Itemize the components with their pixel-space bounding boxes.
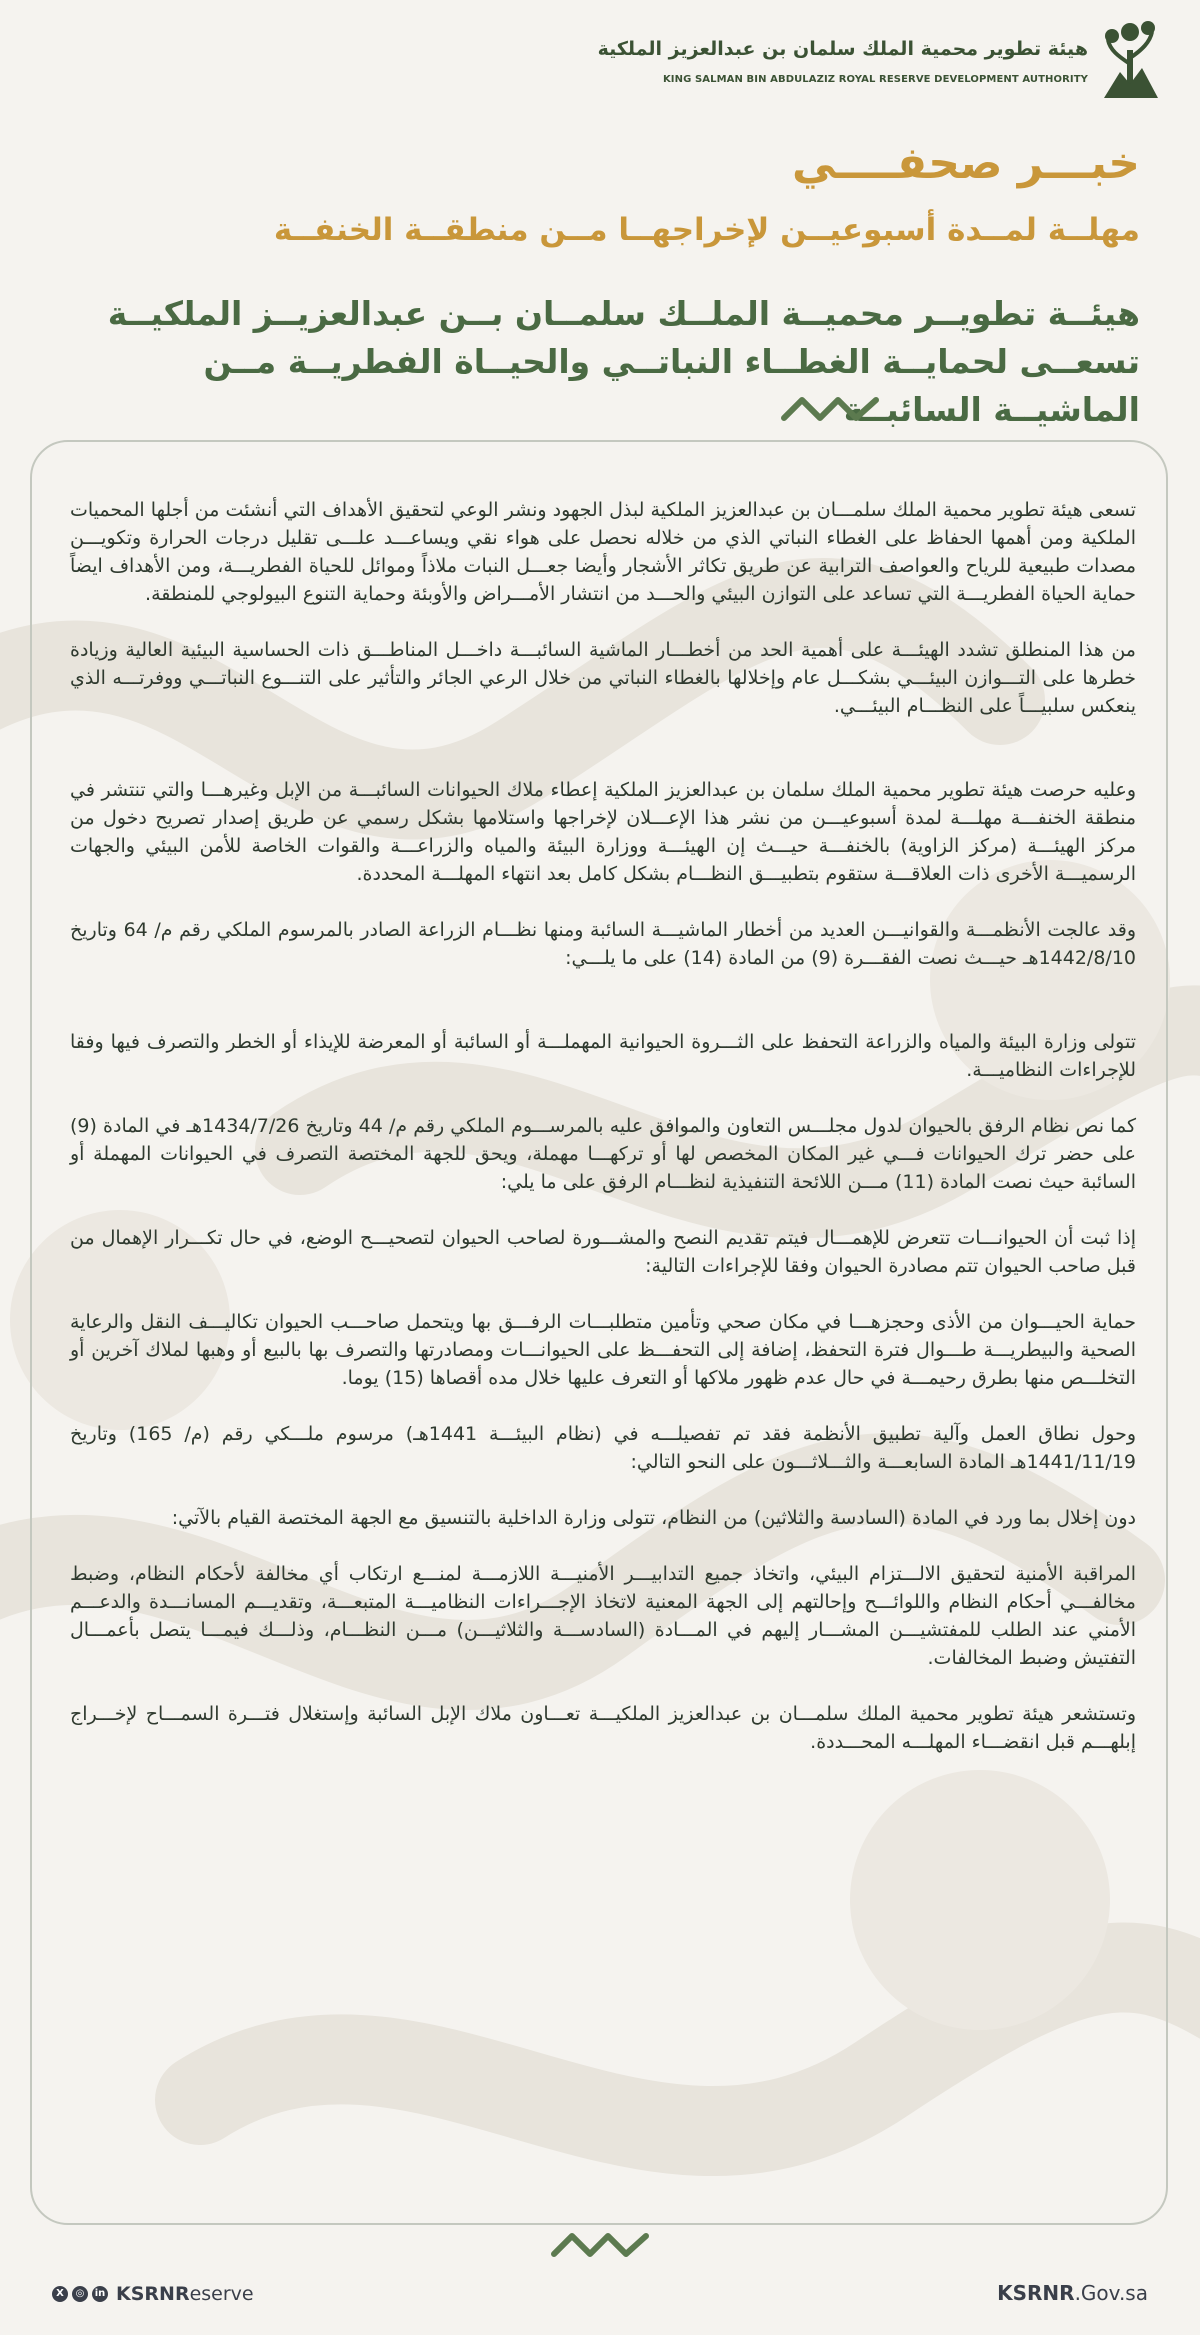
handle-bold: KSRNR — [116, 2283, 190, 2305]
linkedin-icon[interactable]: in — [92, 2286, 108, 2302]
decorative-squiggle — [780, 392, 880, 426]
paragraph-animal-welfare-law: كما نص نظام الرفق بالحيوان لدول مجلـــس التعاون والموافق عليه بالمرســـوم الملكي رقم م/ 44 وتاريخ 1434/7/26هـ في المادة (9) على حضر ترك الحيوانات فـــي غير المكان المخصص لها أو تركهـــا مهملة، ويحق للجهة المختصة التصرف في الحيوانات المهملة أو السائبة حيث نصت المادة (11) مـــن اللائحة التنفيذية لنظـــام الرفق على ما يلي: — [70, 1115, 1137, 1193]
authority-name-english: KING SALMAN BIN ABDULAZIZ ROYAL RESERVE DEVELOPMENT AUTHORITY — [662, 74, 1088, 85]
paragraph-risks: من هذا المنطلق تشدد الهيئـــة على أهمية الحد من أخطـــار الماشية السائبـــة داخـــل المناطـــق ذات الحساسية البيئية العالية وزيادة خطرها على التـــوازن البيئـــي بشكـــل عام وإخلالها بالغطاء النباتي من خلال الرعي الجائر والتأثير على التنـــوع النباتـــي ووفرتـــه الذي ينعكس سلبيـــاً على النظـــام البيئـــي. — [70, 639, 1136, 717]
press-release-label: خبـــر صحفــــي — [791, 138, 1140, 189]
paragraph-interior-ministry: دون إخلال بما ورد في المادة (السادسة والثلاثين) من النظام، تتولى وزارة الداخلية بالتنسيق مع الجهة المختصة القيام بالآتي: — [171, 1507, 1136, 1529]
paragraph-ministry-duty: تتولى وزارة البيئة والمياه والزراعة التحفظ على الثـــروة الحيوانية المهملـــة أو السائبة أو المعرضة للإيذاء أو الخطر والتصرف فيها وفقا للإجراءات النظاميـــة. — [70, 1031, 1136, 1081]
website-link[interactable] — [997, 2281, 1148, 2305]
paragraph-deadline: وعليه حرصت هيئة تطوير محمية الملك سلمان بن عبدالعزيز الملكية إعطاء ملاك الحيوانات السائبـــة من الإبل وغيرهـــا والتي تنتشر في منطقة الخنفـــة مهلـــة لمدة أسبوعيـــن من نشر هذا الإعـــلان لإخراجها واستلامها بشكل رسمي عن طريق إصدار تصريح دخول من مركز الهيئـــة (مركز الزاوية) بالخنفـــة حيـــث إن الهيئـــة ووزارة البيئة والمياه والزراعـــة والقوات الخاصة للأمن البيئي والجهات الرسميـــة الأخرى ذات العلاقـــة ستقوم بتطبيـــق النظـــام بشكل كامل بعد انتهاء المهلـــة المحددة. — [70, 779, 1136, 885]
paragraph-protection: حماية الحيـــوان من الأذى وحجزهـــا في مكان صحي وتأمين متطلبـــات الرفـــق بها ويتحمل صاحـــب الحيوان تكاليـــف النقل والرعاية الصحية والبيطريـــة طـــوال فترة التحفظ، إضافة إلى التحفـــظ على الحيوانـــات ومصادرتها والتصرف بها بالبيع أو وهبها لملاك آخرين أو التخلـــص منها بطرق رحيمـــة في حال عدم ظهور ملاكها أو التعرف عليها خلال مده أقصاها (15) يوما. — [70, 1311, 1136, 1389]
authority-logo — [597, 20, 1160, 100]
article-body — [70, 496, 1136, 1784]
social-handle-text — [116, 2283, 254, 2305]
instagram-icon[interactable]: ◎ — [72, 2286, 88, 2302]
paragraph-security-monitoring: المراقبة الأمنية لتحقيق الالـــتزام البيئي، واتخاذ جميع التدابيـــر الأمنيـــة اللازمـــة لمنـــع ارتكاب أي مخالفة لأحكام النظام، وضبط مخالفـــي أحكام النظام واللوائـــح وإحالتهم إلى الجهة المعنية لاتخاذ الإجـــراءات النظاميـــة المتبعـــة، وتقديـــم المسانـــدة والدعـــم الأمني عند الطلب للمفتشيـــن المشـــار إليهم في المـــادة (السادســـة والثلاثيـــن) مـــن النظـــام، وذلـــك فيمـــا يتصل بأعمـــال التفتيش وضبط المخالفات. — [70, 1563, 1136, 1669]
notice-subtitle: مهلــة لمــدة أسبوعيــن لإخراجهــا مــن منطقــة الخنفــة — [273, 212, 1140, 248]
authority-name-arabic: هيئة تطوير محمية الملك سلمان بن عبدالعزيز الملكية — [597, 38, 1088, 60]
handle-rest: eserve — [189, 2283, 254, 2305]
tree-emblem-icon — [1100, 20, 1160, 100]
social-handle[interactable] — [52, 2283, 254, 2305]
paragraph-closing: وتستشعر هيئة تطوير محمية الملك سلمـــان بن عبدالعزيز الملكيـــة تعـــاون ملاك الإبل السائبة وإستغلال فتـــرة السمـــاح لإخـــراج إبلهـــم قبل انقضـــاء المهلـــه المحـــددة. — [70, 1703, 1136, 1753]
paragraph-neglect: إذا ثبت أن الحيوانـــات تتعرض للإهمـــال فيتم تقديم النصح والمشـــورة لصاحب الحيوان لتصحيـــح الوضع، في حال تكـــرار الإهمال من قبل صاحب الحيوان تتم مصادرة الحيوان وفقا للإجراءات التالية: — [70, 1227, 1136, 1277]
paragraph-environment-law: وحول نطاق العمل وآلية تطبيق الأنظمة فقد تم تفصيلـــه في (نظام البيئـــة 1441هـ) مرسوم ملـــكي رقم (م/ 165) وتاريخ 1441/11/19هـ المادة السابعـــة والثـــلاثـــون على النحو التالي: — [70, 1423, 1136, 1473]
paragraph-intro: تسعى هيئة تطوير محمية الملك سلمـــان بن عبدالعزيز الملكية لبذل الجهود ونشر الوعي لتحقيق الأهداف التي أنشئت من أجلها المحميات الملكية ومن أهمها الحفاظ على الغطاء النباتي الذي من خلاله نحصل على هواء نقي ويساعـــد علـــى تقليل درجات الحرارة وتكويـــن مصدات طبيعية للرياح والعواصف الترابية عن طريق تكاثر الأشجار وأيضا جعـــل النبات ملاذاً وموائل للحياة الفطريـــة، ومن الأهداف ايضاً حماية الحياة الفطريـــة التي تساعد على التوازن البيئي والحـــد من انتشار الأمـــراض والأوبئة وحماية التنوع البيولوجي للمنطقة. — [70, 499, 1136, 605]
decorative-squiggle-bottom — [550, 2228, 650, 2262]
website-rest: .Gov.sa — [1074, 2281, 1148, 2305]
notice-headline: هيئــة تطويــر محميــة الملــك سلمــان بــن عبدالعزيــز الملكيــة تسعــى لحمايــة الغطــاء النباتــي والحيــاة الفطريــة مــن الماشيــة السائبــة — [107, 294, 1140, 429]
x-icon[interactable]: X — [52, 2286, 68, 2302]
website-bold: KSRNR — [997, 2281, 1075, 2305]
paragraph-agriculture-law: وقد عالجت الأنظمـــة والقوانيـــن العديد من أخطار الماشيـــة السائبة ومنها نظـــام الزراعة الصادر بالمرسوم الملكي رقم م/ 64 وتاريخ 1442/8/10هـ حيـــث نصت الفقـــرة (9) من المادة (14) على ما يلـــي: — [70, 919, 1136, 969]
